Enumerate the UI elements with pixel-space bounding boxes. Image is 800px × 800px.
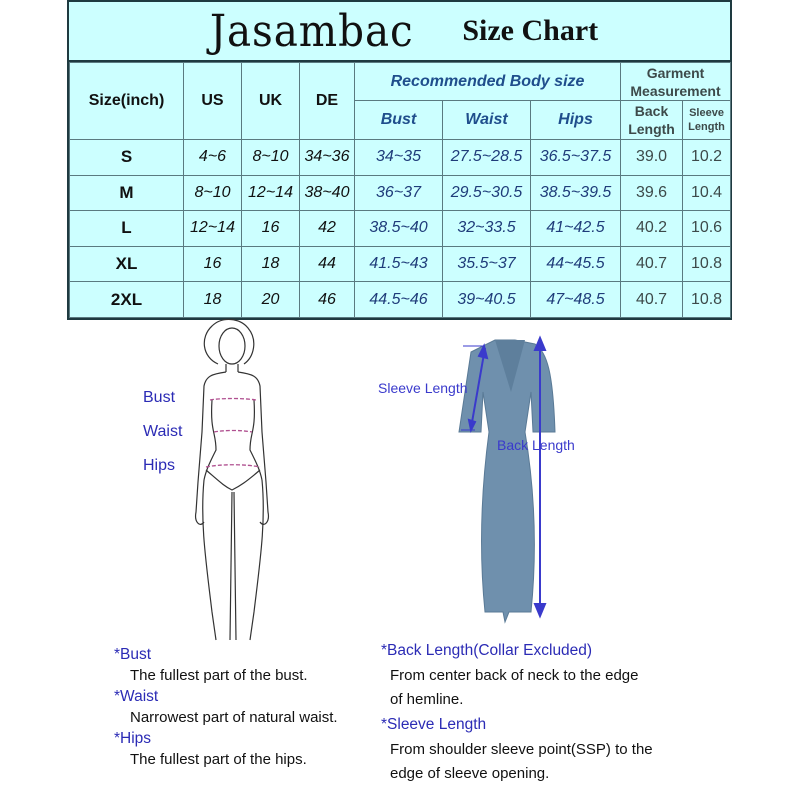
cell-uk: 18 xyxy=(242,246,300,282)
header-hips: Hips xyxy=(531,101,621,140)
note-bust-title: *Bust xyxy=(114,646,152,663)
cell-waist: 39~40.5 xyxy=(443,282,531,318)
header-back-length: Back Length xyxy=(621,101,683,140)
cell-bust: 34~35 xyxy=(355,140,443,176)
chart-header xyxy=(69,2,730,62)
cell-waist: 35.5~37 xyxy=(443,246,531,282)
notes-right xyxy=(381,642,653,786)
dress-measurement-figure xyxy=(375,312,615,632)
cell-sleeve-length: 10.6 xyxy=(683,211,731,247)
cell-bust: 38.5~40 xyxy=(355,211,443,247)
note-hips-text: The fullest part of the hips. xyxy=(130,751,307,768)
cell-size: S xyxy=(70,140,184,176)
size-chart xyxy=(67,0,732,320)
note-back-length-text-1: From center back of neck to the edge xyxy=(390,667,639,684)
table-row xyxy=(70,211,731,247)
cell-hips: 47~48.5 xyxy=(531,282,621,318)
cell-bust: 44.5~46 xyxy=(355,282,443,318)
back-length-label: Back Length xyxy=(497,437,575,453)
cell-hips: 41~42.5 xyxy=(531,211,621,247)
table-row xyxy=(70,246,731,282)
note-hips-title: *Hips xyxy=(114,730,152,747)
cell-waist: 29.5~30.5 xyxy=(443,175,531,211)
cell-sleeve-length: 10.8 xyxy=(683,282,731,318)
cell-waist: 27.5~28.5 xyxy=(443,140,531,176)
table-row xyxy=(70,140,731,176)
cell-size: XL xyxy=(70,246,184,282)
note-waist-text: Narrowest part of natural waist. xyxy=(130,709,338,726)
header-garment-measurement: Garment Measurement xyxy=(621,63,731,101)
header-recommended-body-size: Recommended Body size xyxy=(355,63,621,101)
sleeve-length-label: Sleeve Length xyxy=(378,380,468,396)
note-bust-text: The fullest part of the bust. xyxy=(130,667,308,684)
table-row xyxy=(70,175,731,211)
cell-de: 34~36 xyxy=(300,140,355,176)
cell-back-length: 39.6 xyxy=(621,175,683,211)
note-back-length-text-2: of hemline. xyxy=(390,691,464,708)
cell-sleeve-length: 10.2 xyxy=(683,140,731,176)
cell-back-length: 40.7 xyxy=(621,282,683,318)
cell-bust: 41.5~43 xyxy=(355,246,443,282)
header-waist: Waist xyxy=(443,101,531,140)
cell-de: 42 xyxy=(300,211,355,247)
cell-us: 4~6 xyxy=(184,140,242,176)
cell-bust: 36~37 xyxy=(355,175,443,211)
header-size: Size(inch) xyxy=(70,63,184,140)
dress-image-icon xyxy=(375,312,615,632)
cell-uk: 20 xyxy=(242,282,300,318)
cell-back-length: 39.0 xyxy=(621,140,683,176)
header-sleeve-length: Sleeve Length xyxy=(683,101,731,140)
cell-uk: 16 xyxy=(242,211,300,247)
cell-size: M xyxy=(70,175,184,211)
cell-sleeve-length: 10.4 xyxy=(683,175,731,211)
header-bust: Bust xyxy=(355,101,443,140)
note-sleeve-length-text-2: edge of sleeve opening. xyxy=(390,765,550,782)
cell-us: 18 xyxy=(184,282,242,318)
header-uk: UK xyxy=(242,63,300,140)
hips-label: Hips xyxy=(143,457,176,474)
size-table xyxy=(69,62,731,318)
notes-left xyxy=(114,646,338,772)
cell-uk: 12~14 xyxy=(242,175,300,211)
note-back-length-title: *Back Length(Collar Excluded) xyxy=(381,642,593,659)
bust-label: Bust xyxy=(143,389,176,406)
cell-us: 12~14 xyxy=(184,211,242,247)
cell-uk: 8~10 xyxy=(242,140,300,176)
cell-us: 16 xyxy=(184,246,242,282)
note-waist-title: *Waist xyxy=(114,688,159,705)
cell-hips: 38.5~39.5 xyxy=(531,175,621,211)
cell-de: 38~40 xyxy=(300,175,355,211)
brand-name: Jasambac xyxy=(209,5,414,57)
header-us: US xyxy=(184,63,242,140)
header-de: DE xyxy=(300,63,355,140)
cell-back-length: 40.2 xyxy=(621,211,683,247)
cell-hips: 36.5~37.5 xyxy=(531,140,621,176)
cell-hips: 44~45.5 xyxy=(531,246,621,282)
note-sleeve-length-text-1: From shoulder sleeve point(SSP) to the xyxy=(390,741,653,758)
chart-title: Size Chart xyxy=(462,14,599,47)
cell-sleeve-length: 10.8 xyxy=(683,246,731,282)
cell-waist: 32~33.5 xyxy=(443,211,531,247)
cell-de: 46 xyxy=(300,282,355,318)
cell-de: 44 xyxy=(300,246,355,282)
cell-size: 2XL xyxy=(70,282,184,318)
body-outline-icon xyxy=(140,312,330,642)
body-measurement-figure xyxy=(140,312,330,642)
cell-size: L xyxy=(70,211,184,247)
cell-us: 8~10 xyxy=(184,175,242,211)
cell-back-length: 40.7 xyxy=(621,246,683,282)
waist-label: Waist xyxy=(143,423,183,440)
note-sleeve-length-title: *Sleeve Length xyxy=(381,716,487,733)
